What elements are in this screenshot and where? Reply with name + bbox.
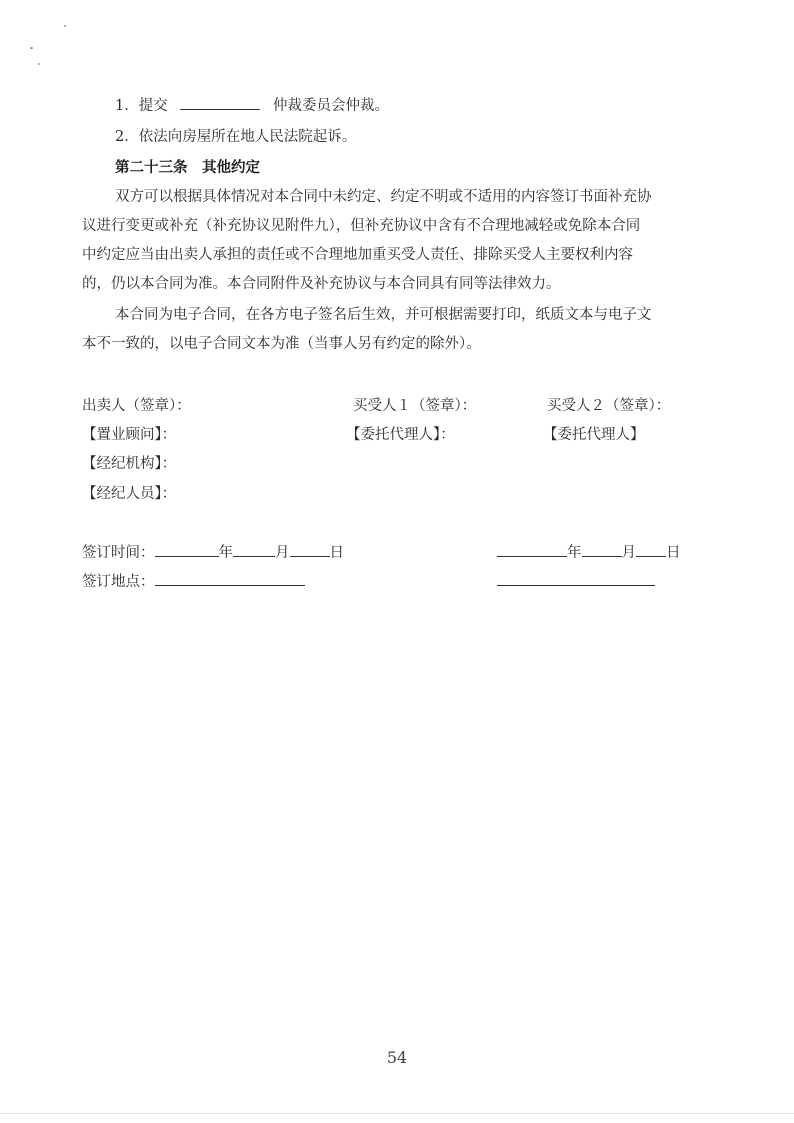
clause-2: 2．依法向房屋所在地人民法院起诉。 [115, 129, 357, 145]
agent1-label: 【委托代理人】： [346, 427, 455, 443]
scan-speck [64, 25, 66, 27]
year-blank [155, 541, 219, 557]
day-label: 日 [666, 545, 681, 561]
scan-speck [38, 63, 40, 65]
signing-place-label: 签订地点： [82, 574, 155, 590]
para2-line: 本不一致的，以电子合同文本为准（当事人另有约定的除外）。 [82, 336, 481, 352]
year-label: 年 [218, 545, 233, 561]
clause-1-suffix: 仲裁委员会仲裁。 [272, 98, 389, 114]
scan-speck [30, 47, 33, 49]
year-blank [497, 541, 567, 557]
place-blank [155, 570, 305, 586]
signing-time-label: 签订时间： [82, 545, 155, 561]
signing-time-right [497, 541, 681, 563]
day-blank [290, 541, 330, 557]
year-label: 年 [567, 545, 582, 561]
month-label: 月 [275, 545, 290, 561]
page-number: 54 [386, 1048, 408, 1067]
signing-time-left [82, 541, 344, 563]
agency-label: 【经纪机构】： [82, 456, 177, 472]
signing-place-right [497, 570, 655, 592]
clause-1 [115, 94, 389, 116]
para1-line: 的，仍以本合同为准。本合同附件及补充协议与本合同具有同等法律效力。 [82, 276, 561, 292]
para1-line: 双方可以根据具体情况对本合同中未约定、约定不明或不适用的内容签订书面补充协 [115, 189, 652, 205]
para1-line: 议进行变更或补充（补充协议见附件九），但补充协议中含有不合理地减轻或免除本合同 [82, 218, 641, 234]
day-label: 日 [329, 545, 344, 561]
month-blank [233, 541, 275, 557]
place-blank [497, 570, 655, 586]
para1-line: 中约定应当由出卖人承担的责任或不合理地加重买受人责任、排除买受人主要权利内容 [82, 247, 633, 263]
signing-place-left [82, 570, 305, 592]
consultant-label: 【置业顾问】： [82, 427, 177, 443]
arbitration-blank [180, 94, 260, 110]
buyer1-signature-label: 买受人１（签章）： [353, 398, 477, 414]
para2-line: 本合同为电子合同，在各方电子签名后生效，并可根据需要打印，纸质文本与电子文 [115, 307, 652, 323]
broker-label: 【经纪人员】： [82, 486, 177, 502]
clause-1-prefix: 1．提交 [115, 98, 168, 114]
month-blank [582, 541, 622, 557]
day-blank [636, 541, 666, 557]
agent2-label: 【委托代理人】 [543, 427, 645, 443]
seller-signature-label: 出卖人（签章）： [82, 398, 191, 414]
page-bottom-edge [0, 1113, 794, 1114]
buyer2-signature-label: 买受人２（签章）： [547, 398, 671, 414]
month-label: 月 [621, 545, 636, 561]
article-23-heading: 第二十三条 其他约定 [115, 160, 260, 176]
